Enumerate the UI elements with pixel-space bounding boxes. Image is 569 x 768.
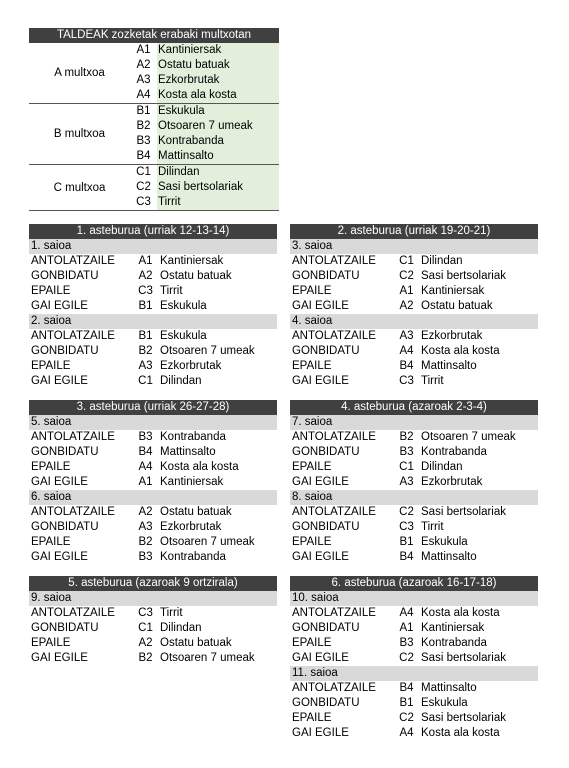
team-group (29, 165, 279, 211)
team-name: Dilindan (421, 461, 463, 473)
team-code: A3 (399, 330, 414, 342)
role-label: ANTOLATZAILE (292, 607, 376, 619)
role-label: GAI EGILE (292, 476, 349, 488)
team-code: B1 (130, 104, 157, 119)
team-name: Kontrabanda (421, 637, 487, 649)
role-label: EPAILE (292, 285, 332, 297)
match-row (29, 636, 277, 651)
team-name: Otsoaren 7 umeak (157, 119, 279, 134)
session-title: 4. saioa (290, 314, 538, 329)
role-label: GONBIDATU (31, 521, 99, 533)
match-row (290, 359, 538, 374)
role-label: GONBIDATU (292, 270, 360, 282)
match-row (29, 254, 277, 269)
session-title: 2. saioa (29, 314, 277, 329)
team-name: Ostatu batuak (160, 270, 232, 282)
team-row (130, 165, 279, 180)
team-name: Dilindan (160, 622, 202, 634)
role-label: ANTOLATZAILE (292, 431, 376, 443)
match-row (290, 550, 538, 565)
session-title: 3. saioa (290, 239, 538, 254)
team-row (130, 43, 279, 58)
match-row (290, 329, 538, 344)
team-code: C1 (130, 165, 157, 180)
team-name: Mattinsalto (421, 682, 477, 694)
role-label: EPAILE (292, 360, 332, 372)
team-code: A4 (130, 88, 157, 103)
match-row (29, 359, 277, 374)
team-code: B1 (399, 697, 414, 709)
team-name: Kosta ala kosta (421, 607, 500, 619)
week-title: 4. asteburua (azaroak 2-3-4) (290, 400, 538, 415)
team-group (29, 43, 279, 104)
role-label: GONBIDATU (292, 345, 360, 357)
team-name: Ezkorbrutak (160, 521, 222, 533)
teams-table (29, 28, 279, 211)
match-row (29, 651, 277, 666)
team-code: B3 (399, 446, 414, 458)
role-label: ANTOLATZAILE (31, 330, 115, 342)
team-name: Eskukula (421, 536, 468, 548)
match-row (29, 550, 277, 565)
team-row (130, 134, 279, 149)
team-code: A3 (138, 521, 153, 533)
match-row (290, 445, 538, 460)
team-name: Otsoaren 7 umeak (160, 536, 255, 548)
team-name: Dilindan (160, 375, 202, 387)
team-name: Kantiniersak (157, 43, 279, 58)
team-name: Kosta ala kosta (421, 727, 500, 739)
team-row (130, 104, 279, 119)
group-label: A multxoa (29, 43, 130, 103)
week-title: 6. asteburua (azaroak 16-17-18) (290, 576, 538, 591)
team-code: C1 (399, 461, 414, 473)
team-code: C2 (399, 270, 414, 282)
match-row (290, 520, 538, 535)
match-row (290, 374, 538, 389)
group-label: C multxoa (29, 165, 130, 210)
team-code: B3 (399, 637, 414, 649)
team-code: A1 (399, 622, 414, 634)
role-label: GONBIDATU (31, 622, 99, 634)
role-label: GONBIDATU (31, 446, 99, 458)
match-row (29, 505, 277, 520)
role-label: GAI EGILE (31, 551, 88, 563)
team-code: C2 (130, 180, 157, 195)
match-row (290, 505, 538, 520)
team-code: A4 (399, 607, 414, 619)
match-row (290, 711, 538, 726)
team-code: B4 (399, 360, 414, 372)
team-code: B3 (138, 431, 153, 443)
week-block (29, 400, 277, 565)
team-name: Sasi bertsolariak (421, 712, 507, 724)
role-label: GAI EGILE (292, 727, 349, 739)
match-row (290, 430, 538, 445)
role-label: GAI EGILE (292, 652, 349, 664)
role-label: EPAILE (31, 360, 71, 372)
session-title: 7. saioa (290, 415, 538, 430)
match-row (290, 726, 538, 741)
team-name: Kontrabanda (160, 551, 226, 563)
team-code: C3 (399, 375, 414, 387)
team-code: B1 (399, 536, 414, 548)
week-title: 1. asteburua (urriak 12-13-14) (29, 224, 277, 239)
team-code: A2 (138, 506, 153, 518)
session-title: 8. saioa (290, 490, 538, 505)
team-code: A3 (399, 476, 414, 488)
team-name: Ostatu batuak (421, 300, 493, 312)
team-code: B2 (138, 536, 153, 548)
team-name: Kantiniersak (421, 285, 485, 297)
team-code: C3 (130, 195, 157, 210)
match-row (29, 329, 277, 344)
team-name: Tirrit (421, 521, 444, 533)
team-code: B3 (130, 134, 157, 149)
team-name: Sasi bertsolariak (421, 270, 507, 282)
team-name: Sasi bertsolariak (421, 652, 507, 664)
week-block (290, 400, 538, 565)
team-name: Kontrabanda (421, 446, 487, 458)
team-code: A3 (138, 360, 153, 372)
group-label: B multxoa (29, 104, 130, 164)
role-label: GONBIDATU (292, 446, 360, 458)
team-code: C2 (399, 506, 414, 518)
session-title: 6. saioa (29, 490, 277, 505)
week-title: 5. asteburua (azaroak 9 ortzirala) (29, 576, 277, 591)
team-name: Tirrit (160, 285, 183, 297)
match-row (290, 535, 538, 550)
match-row (290, 254, 538, 269)
team-code: B4 (130, 149, 157, 164)
role-label: ANTOLATZAILE (31, 506, 115, 518)
week-block (290, 224, 538, 389)
team-code: B2 (138, 652, 153, 664)
role-label: GAI EGILE (31, 476, 88, 488)
team-code: A2 (399, 300, 414, 312)
team-code: A4 (399, 727, 414, 739)
team-code: B2 (130, 119, 157, 134)
match-row (290, 299, 538, 314)
team-name: Kantiniersak (160, 255, 224, 267)
group-team-list (130, 104, 279, 164)
team-name: Otsoaren 7 umeak (160, 345, 255, 357)
role-label: GAI EGILE (31, 375, 88, 387)
team-row (130, 119, 279, 134)
team-row (130, 58, 279, 73)
team-name: Ostatu batuak (157, 58, 279, 73)
match-row (29, 606, 277, 621)
team-name: Kantiniersak (160, 476, 224, 488)
team-code: B4 (399, 682, 414, 694)
team-code: B4 (399, 551, 414, 563)
week-block (290, 576, 538, 741)
role-label: GAI EGILE (31, 652, 88, 664)
match-row (29, 269, 277, 284)
role-label: EPAILE (292, 637, 332, 649)
group-team-list (130, 165, 279, 210)
match-row (29, 460, 277, 475)
team-code: B2 (138, 345, 153, 357)
team-name: Eskukula (421, 697, 468, 709)
team-group (29, 104, 279, 165)
role-label: GONBIDATU (292, 521, 360, 533)
team-name: Sasi bertsolariak (421, 506, 507, 518)
role-label: ANTOLATZAILE (31, 431, 115, 443)
match-row (29, 374, 277, 389)
team-row (130, 149, 279, 164)
role-label: EPAILE (31, 536, 71, 548)
team-code: A1 (399, 285, 414, 297)
team-code: B2 (399, 431, 414, 443)
team-name: Ezkorbrutak (160, 360, 222, 372)
team-code: B1 (138, 330, 153, 342)
team-name: Ostatu batuak (160, 506, 232, 518)
week-title: 2. asteburua (urriak 19-20-21) (290, 224, 538, 239)
teams-table-title: TALDEAK zozketak erabaki multxotan (29, 28, 279, 43)
match-row (290, 284, 538, 299)
team-row (130, 73, 279, 88)
team-name: Tirrit (421, 375, 444, 387)
team-code: C1 (138, 375, 153, 387)
match-row (29, 430, 277, 445)
team-code: B3 (138, 551, 153, 563)
role-label: GONBIDATU (292, 622, 360, 634)
role-label: GONBIDATU (31, 345, 99, 357)
match-row (290, 269, 538, 284)
match-row (29, 535, 277, 550)
role-label: EPAILE (292, 536, 332, 548)
team-code: A2 (130, 58, 157, 73)
team-code: C3 (138, 285, 153, 297)
team-name: Eskukula (160, 300, 207, 312)
team-name: Otsoaren 7 umeak (160, 652, 255, 664)
role-label: GAI EGILE (292, 300, 349, 312)
session-title: 10. saioa (290, 591, 538, 606)
role-label: ANTOLATZAILE (31, 255, 115, 267)
week-block (29, 576, 277, 666)
role-label: ANTOLATZAILE (292, 506, 376, 518)
team-name: Mattinsalto (421, 551, 477, 563)
match-row (290, 696, 538, 711)
team-name: Mattinsalto (160, 446, 216, 458)
team-name: Kosta ala kosta (421, 345, 500, 357)
match-row (290, 460, 538, 475)
match-row (29, 621, 277, 636)
team-code: A1 (138, 255, 153, 267)
role-label: GAI EGILE (292, 551, 349, 563)
match-row (29, 299, 277, 314)
match-row (290, 475, 538, 490)
team-name: Kontrabanda (157, 134, 279, 149)
role-label: GONBIDATU (292, 697, 360, 709)
role-label: EPAILE (292, 461, 332, 473)
team-code: A2 (138, 270, 153, 282)
team-name: Kantiniersak (421, 622, 485, 634)
match-row (290, 621, 538, 636)
team-name: Ezkorbrutak (157, 73, 279, 88)
role-label: EPAILE (292, 712, 332, 724)
role-label: ANTOLATZAILE (292, 682, 376, 694)
team-code: C3 (399, 521, 414, 533)
role-label: GAI EGILE (31, 300, 88, 312)
session-title: 9. saioa (29, 591, 277, 606)
match-row (290, 344, 538, 359)
match-row (290, 651, 538, 666)
team-name: Kontrabanda (160, 431, 226, 443)
role-label: ANTOLATZAILE (292, 255, 376, 267)
match-row (290, 606, 538, 621)
team-name: Mattinsalto (157, 149, 279, 164)
team-name: Ezkorbrutak (421, 476, 483, 488)
team-code: A3 (130, 73, 157, 88)
role-label: EPAILE (31, 637, 71, 649)
team-code: C2 (399, 652, 414, 664)
team-name: Eskukula (157, 104, 279, 119)
match-row (29, 520, 277, 535)
team-name: Sasi bertsolariak (157, 180, 279, 195)
week-title: 3. asteburua (urriak 26-27-28) (29, 400, 277, 415)
team-name: Dilindan (421, 255, 463, 267)
match-row (29, 344, 277, 359)
match-row (29, 445, 277, 460)
team-code: C3 (138, 607, 153, 619)
match-row (29, 284, 277, 299)
team-name: Ostatu batuak (160, 637, 232, 649)
team-code: A4 (138, 461, 153, 473)
team-code: A1 (138, 476, 153, 488)
team-row (130, 88, 279, 103)
match-row (290, 636, 538, 651)
team-code: B1 (138, 300, 153, 312)
role-label: EPAILE (31, 285, 71, 297)
match-row (29, 475, 277, 490)
role-label: ANTOLATZAILE (31, 607, 115, 619)
session-title: 5. saioa (29, 415, 277, 430)
team-code: C1 (399, 255, 414, 267)
team-code: C2 (399, 712, 414, 724)
team-name: Tirrit (160, 607, 183, 619)
team-name: Kosta ala kosta (160, 461, 239, 473)
role-label: GONBIDATU (31, 270, 99, 282)
team-name: Ezkorbrutak (421, 330, 483, 342)
team-name: Mattinsalto (421, 360, 477, 372)
team-name: Tirrit (157, 195, 279, 210)
team-name: Eskukula (160, 330, 207, 342)
session-title: 11. saioa (290, 666, 538, 681)
team-code: B4 (138, 446, 153, 458)
role-label: EPAILE (31, 461, 71, 473)
group-team-list (130, 43, 279, 103)
team-code: C1 (138, 622, 153, 634)
role-label: GAI EGILE (292, 375, 349, 387)
role-label: ANTOLATZAILE (292, 330, 376, 342)
team-code: A2 (138, 637, 153, 649)
session-title: 1. saioa (29, 239, 277, 254)
week-block (29, 224, 277, 389)
team-code: A4 (399, 345, 414, 357)
match-row (290, 681, 538, 696)
team-row (130, 180, 279, 195)
groups-list (29, 43, 279, 211)
team-name: Otsoaren 7 umeak (421, 431, 516, 443)
team-row (130, 195, 279, 210)
team-name: Dilindan (157, 165, 279, 180)
team-name: Kosta ala kosta (157, 88, 279, 103)
team-code: A1 (130, 43, 157, 58)
